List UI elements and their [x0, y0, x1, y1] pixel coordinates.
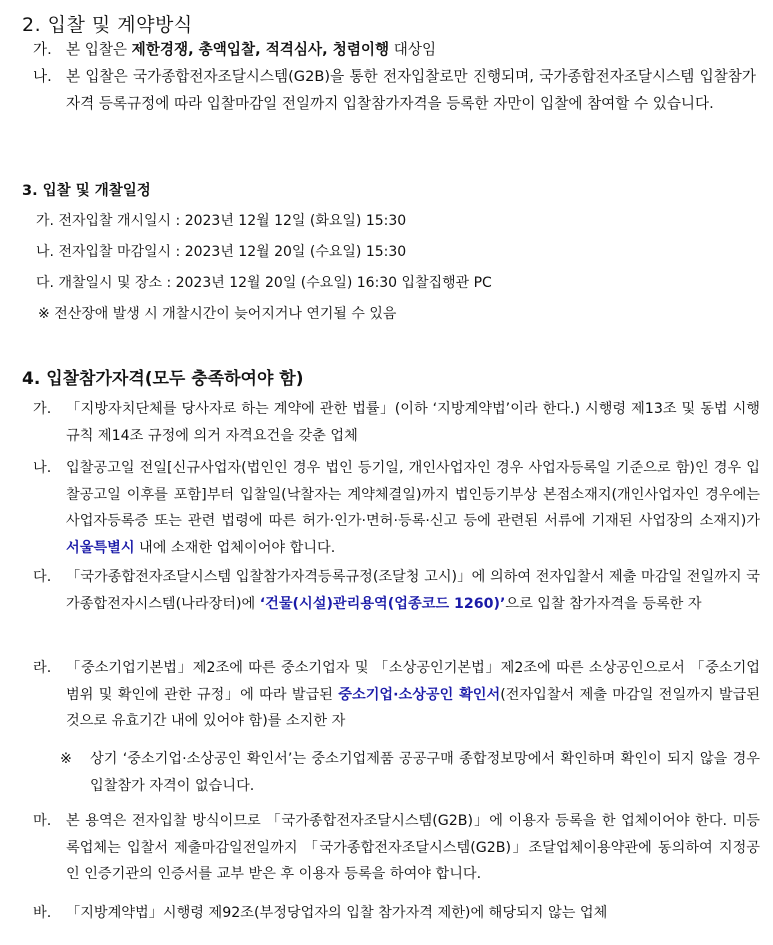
section-4-ra-note: ※ 상기 ‘중소기업·소상공인 확인서’는 중소기업제품 공공구매 종합정보망에서 확인하며 확인이 되지 않을 경우 입찰참가 자격이 없습니다.: [90, 746, 760, 799]
section-4-item-ga: 가. 「지방자치단체를 당사자로 하는 계약에 관한 법률」(이하 ‘지방계약법’이라 한다.) 시행령 제13조 및 동법 시행규칙 제14조 규정에 의거 자격요건을 갖춘 업체: [66, 396, 760, 449]
section-3-title: 3. 입찰 및 개찰일정: [22, 183, 151, 199]
schedule-opening: 다. 개찰일시 및 장소 : 2023년 12월 20일 (수요일) 16:30 입찰집행관 PC: [36, 275, 492, 291]
item-marker: 다.: [33, 569, 52, 585]
item-marker: 가.: [33, 41, 52, 58]
schedule-close: 나. 전자입찰 마감일시 : 2023년 12월 20일 (수요일) 15:30: [36, 244, 407, 260]
section-4-item-ma: 마. 본 용역은 전자입찰 방식이므로 「국가종합전자조달시스템(G2B)」에 이용자 등록을 한 업체이어야 한다. 미등록업체는 입찰서 제출마감일전일까지 「국가종합전자조달시스템(G2B)」조달업체이용약관에 동의하여 지정공인 인증기관의 인증서를 교부 받은 후 이용자 등록을 하여야 합니다.: [66, 808, 760, 888]
item-marker: 라.: [33, 660, 52, 676]
section-4-item-da: 다. 「국가종합전자조달시스템 입찰참가자격등록규정(조달청 고시)」에 의하여 전자입찰서 제출 마감일 전일까지 국가종합전자시스템(나라장터)에 ‘건물(시설)관리용역(업종코드 1260)’으로 입찰 참가자격을 등록한 자: [66, 564, 760, 617]
highlight-certificate: 중소기업·소상공인 확인서: [338, 686, 501, 703]
highlight-category: ‘건물(시설)관리용역(업종코드 1260)’: [259, 595, 506, 612]
schedule-note: ※ 전산장애 발생 시 개찰시간이 늦어지거나 연기될 수 있음: [38, 306, 397, 322]
item-marker: 바.: [33, 905, 52, 921]
item-marker: 나.: [33, 460, 52, 476]
note-marker: ※: [60, 751, 72, 767]
item-marker: 가.: [33, 401, 52, 417]
section-2-title: 2. 입찰 및 계약방식: [22, 14, 193, 36]
section-4-item-ba: 바. 「지방계약법」시행령 제92조(부정당업자의 입찰 참가자격 제한)에 해당되지 않는 업체: [66, 900, 760, 927]
section-4-item-na: 나. 입찰공고일 전일[신규사업자(법인인 경우 법인 등기일, 개인사업자인 경우 사업자등록일 기준으로 함)인 경우 입찰공고일 이후를 포함]부터 입찰일(낙찰자는 계약체결일)까지 법인등기부상 본점소재지(개인사업자인 경우에는 사업자등록증 또는 관련 법령에 따른 허가·인가·면허·등록·신고 등에 관련된 서류에 기재된 사업장의 소재지)가 서울특별시 내에 소재한 업체이어야 합니다.: [66, 455, 760, 561]
bold-phrase: 제한경쟁, 총액입찰, 적격심사, 청렴이행: [131, 41, 390, 58]
item-marker: 나.: [33, 68, 52, 85]
section-2-item-ga: 가. 본 입찰은 제한경쟁, 총액입찰, 적격심사, 청렴이행 대상임: [66, 37, 756, 64]
section-2-item-na: 나. 본 입찰은 국가종합전자조달시스템(G2B)을 통한 전자입찰로만 진행되며, 국가종합전자조달시스템 입찰참가자격 등록규정에 따라 입찰마감일 전일까지 입찰참가자격을 등록한 자만이 입찰에 참여할 수 있습니다.: [66, 64, 756, 117]
section-4-title: 4. 입찰참가자격(모두 충족하여야 함): [22, 369, 304, 389]
section-4-item-ra: 라. 「중소기업기본법」제2조에 따른 중소기업자 및 「소상공인기본법」제2조에 따른 소상공인으로서 「중소기업 범위 및 확인에 관한 규정」에 따라 발급된 중소기업·소상공인 확인서(전자입찰서 제출 마감일 전일까지 발급된 것으로 유효기간 내에 있어야 함)를 소지한 자: [66, 655, 760, 735]
highlight-region: 서울특별시: [66, 539, 135, 556]
item-marker: 마.: [33, 813, 52, 829]
schedule-open: 가. 전자입찰 개시일시 : 2023년 12월 12일 (화요일) 15:30: [36, 213, 407, 229]
